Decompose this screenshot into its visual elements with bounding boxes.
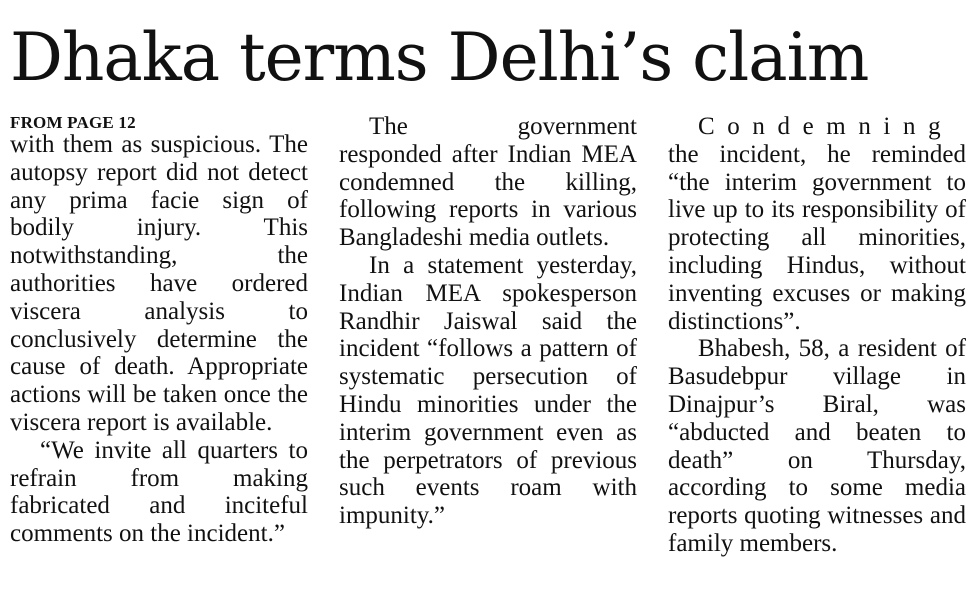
headline: Dhaka terms Delhi’s claim bbox=[10, 19, 869, 96]
paragraph: Bhabesh, 58, a resident of Basudebpur village in Dinajpur’s Biral, was “abducted and beaten to death” on Thursday, according to some media reports quoting witnesses and family members. bbox=[668, 335, 966, 557]
paragraph: the incident, he reminded “the interim government to live up to its responsibility of protecting all minorities, including Hindus, without inventing excuses or making distinctions”. bbox=[668, 140, 966, 335]
paragraph: “We invite all quarters to refrain from making fabricated and inciteful comments on the incident.” bbox=[10, 436, 308, 548]
paragraph: with them as suspicious. The autopsy report did not detect any prima facie sign of bodily injury. This notwithstanding, the authorities have ordered viscera analysis to conclusively determine the cause of death. Appropriate actions will be taken once the viscera report is available. bbox=[10, 131, 308, 436]
paragraph: In a statement yesterday, Indian MEA spokesperson Randhir Jaiswal said the incident “follows a pattern of systematic persecution of Hindu minorities under the interim government even as the perpetrators of previous such events roam with impunity.” bbox=[339, 251, 637, 530]
continued-from-kicker: FROM PAGE 12 bbox=[10, 113, 136, 132]
article-column-2 bbox=[339, 113, 637, 530]
paragraph-lead-word: Condemning bbox=[698, 113, 954, 140]
article-column-3 bbox=[668, 113, 966, 558]
article-column-1 bbox=[10, 113, 308, 548]
paragraph: The government responded after Indian MEA condemned the killing, following reports in various Bangladeshi media outlets. bbox=[339, 113, 637, 252]
